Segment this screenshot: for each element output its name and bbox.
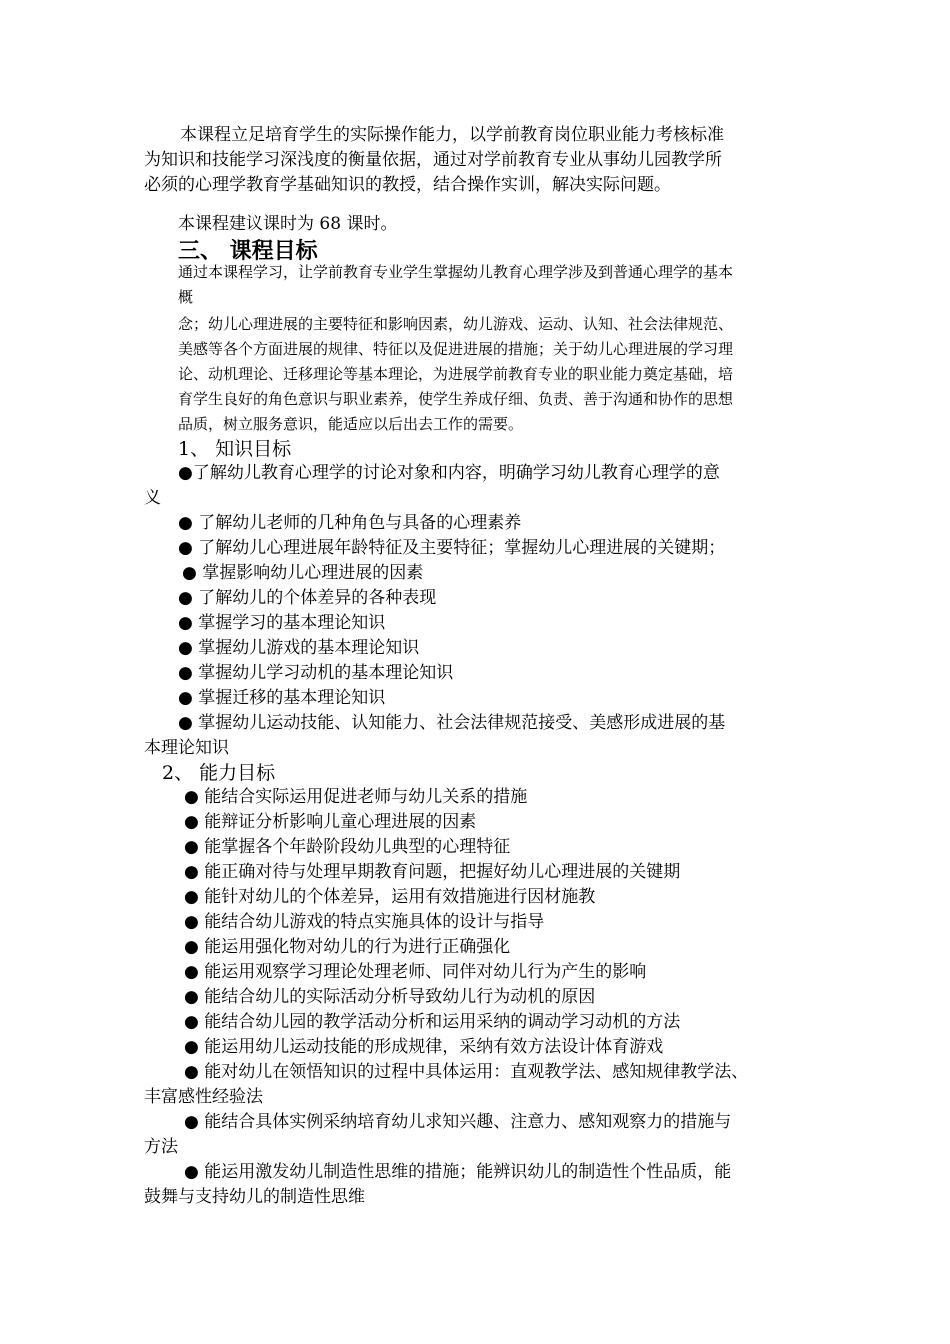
ability-item: 鼓舞与支持幼儿的制造性思维 [144,1187,365,1207]
ability-item: ● 能结合具体实例采纳培育幼儿求知兴趣、注意力、感知观察力的措施与 [184,1112,732,1132]
ability-item: 丰富感性经验法 [144,1087,263,1107]
ability-item: ● 能针对幼儿的个体差异，运用有效措施进行因材施教 [184,887,596,907]
knowledge-item: 义 [144,488,161,508]
ability-item: ● 能结合幼儿的实际活动分析导致幼儿行为动机的原因 [184,987,596,1007]
knowledge-item: ●了解幼儿教育心理学的讨论对象和内容，明确学习幼儿教育心理学的意 [178,463,720,483]
goals-line: 念；幼儿心理进展的主要特征和影响因素，幼儿游戏、运动、认知、社会法律规范、 [178,315,734,333]
goals-line: 美感等各个方面进展的规律、特征以及促进进展的措施；关于幼儿心理进展的学习理 [178,340,734,358]
ability-item: ● 能掌握各个年龄阶段幼儿典型的心理特征 [184,837,511,857]
knowledge-item: ● 了解幼儿老师的几种角色与具备的心理素养 [178,513,522,533]
intro-line-2: 为知识和技能学习深浅度的衡量依据，通过对学前教育专业从事幼儿园教学所 [144,150,722,170]
knowledge-item: ● 掌握幼儿学习动机的基本理论知识 [178,663,454,683]
knowledge-item: ● 了解幼儿心理进展年龄特征及主要特征；掌握幼儿心理进展的关键期； [178,538,726,558]
intro-line-3: 必须的心理学教育学基础知识的教授，结合操作实训，解决实际问题。 [144,175,671,195]
ability-item: ● 能辩证分析影响儿童心理进展的因素 [184,812,477,832]
subsection-title-knowledge: 1、 知识目标 [178,438,292,460]
ability-item: ● 能结合幼儿园的教学活动分析和运用采纳的调动学习动机的方法 [184,1012,681,1032]
knowledge-item: ● 掌握迁移的基本理论知识 [178,688,386,708]
subsection-title-ability: 2、 能力目标 [162,762,276,784]
ability-item: ● 能运用强化物对幼儿的行为进行正确强化 [184,937,511,957]
section-title-course-goals: 三、 课程目标 [178,238,318,264]
ability-item: ● 能运用观察学习理论处理老师、同伴对幼儿行为产生的影响 [184,962,647,982]
ability-item: ● 能运用幼儿运动技能的形成规律，采纳有效方法设计体育游戏 [184,1037,664,1057]
goals-line: 品质，树立服务意识，能适应以后出去工作的需要。 [178,415,524,433]
goals-line: 通过本课程学习，让学前教育专业学生掌握幼儿教育心理学涉及到普通心理学的基本 [178,263,734,281]
ability-item: ● 能结合实际运用促进老师与幼儿关系的措施 [184,787,528,807]
ability-item: ● 能运用激发幼儿制造性思维的措施；能辨识幼儿的制造性个性品质，能 [184,1162,732,1182]
goals-line: 概 [178,288,194,306]
course-hours: 本课程建议课时为 68 课时。 [178,214,398,234]
ability-item: 方法 [144,1137,178,1157]
knowledge-item: ● 掌握影响幼儿心理进展的因素 [182,563,424,583]
knowledge-item: ● 掌握幼儿运动技能、认知能力、社会法律规范接受、美感形成进展的基 [178,713,726,733]
ability-item: ● 能正确对待与处理早期教育问题，把握好幼儿心理进展的关键期 [184,862,681,882]
ability-item: ● 能对幼儿在领悟知识的过程中具体运用：直观教学法、感知规律教学法、 [184,1062,749,1082]
intro-line-1: 本课程立足培育学生的实际操作能力，以学前教育岗位职业能力考核标准 [180,125,724,145]
goals-line: 育学生良好的角色意识与职业素养，使学生养成仔细、负责、善于沟通和协作的思想 [178,390,734,408]
knowledge-item: ● 掌握幼儿游戏的基本理论知识 [178,638,420,658]
knowledge-item: ● 了解幼儿的个体差异的各种表现 [178,588,437,608]
knowledge-item: 本理论知识 [144,738,229,758]
ability-item: ● 能结合幼儿游戏的特点实施具体的设计与指导 [184,912,545,932]
knowledge-item: ● 掌握学习的基本理论知识 [178,613,386,633]
goals-line: 论、动机理论、迁移理论等基本理论，为进展学前教育专业的职业能力奠定基础，培 [178,365,734,383]
